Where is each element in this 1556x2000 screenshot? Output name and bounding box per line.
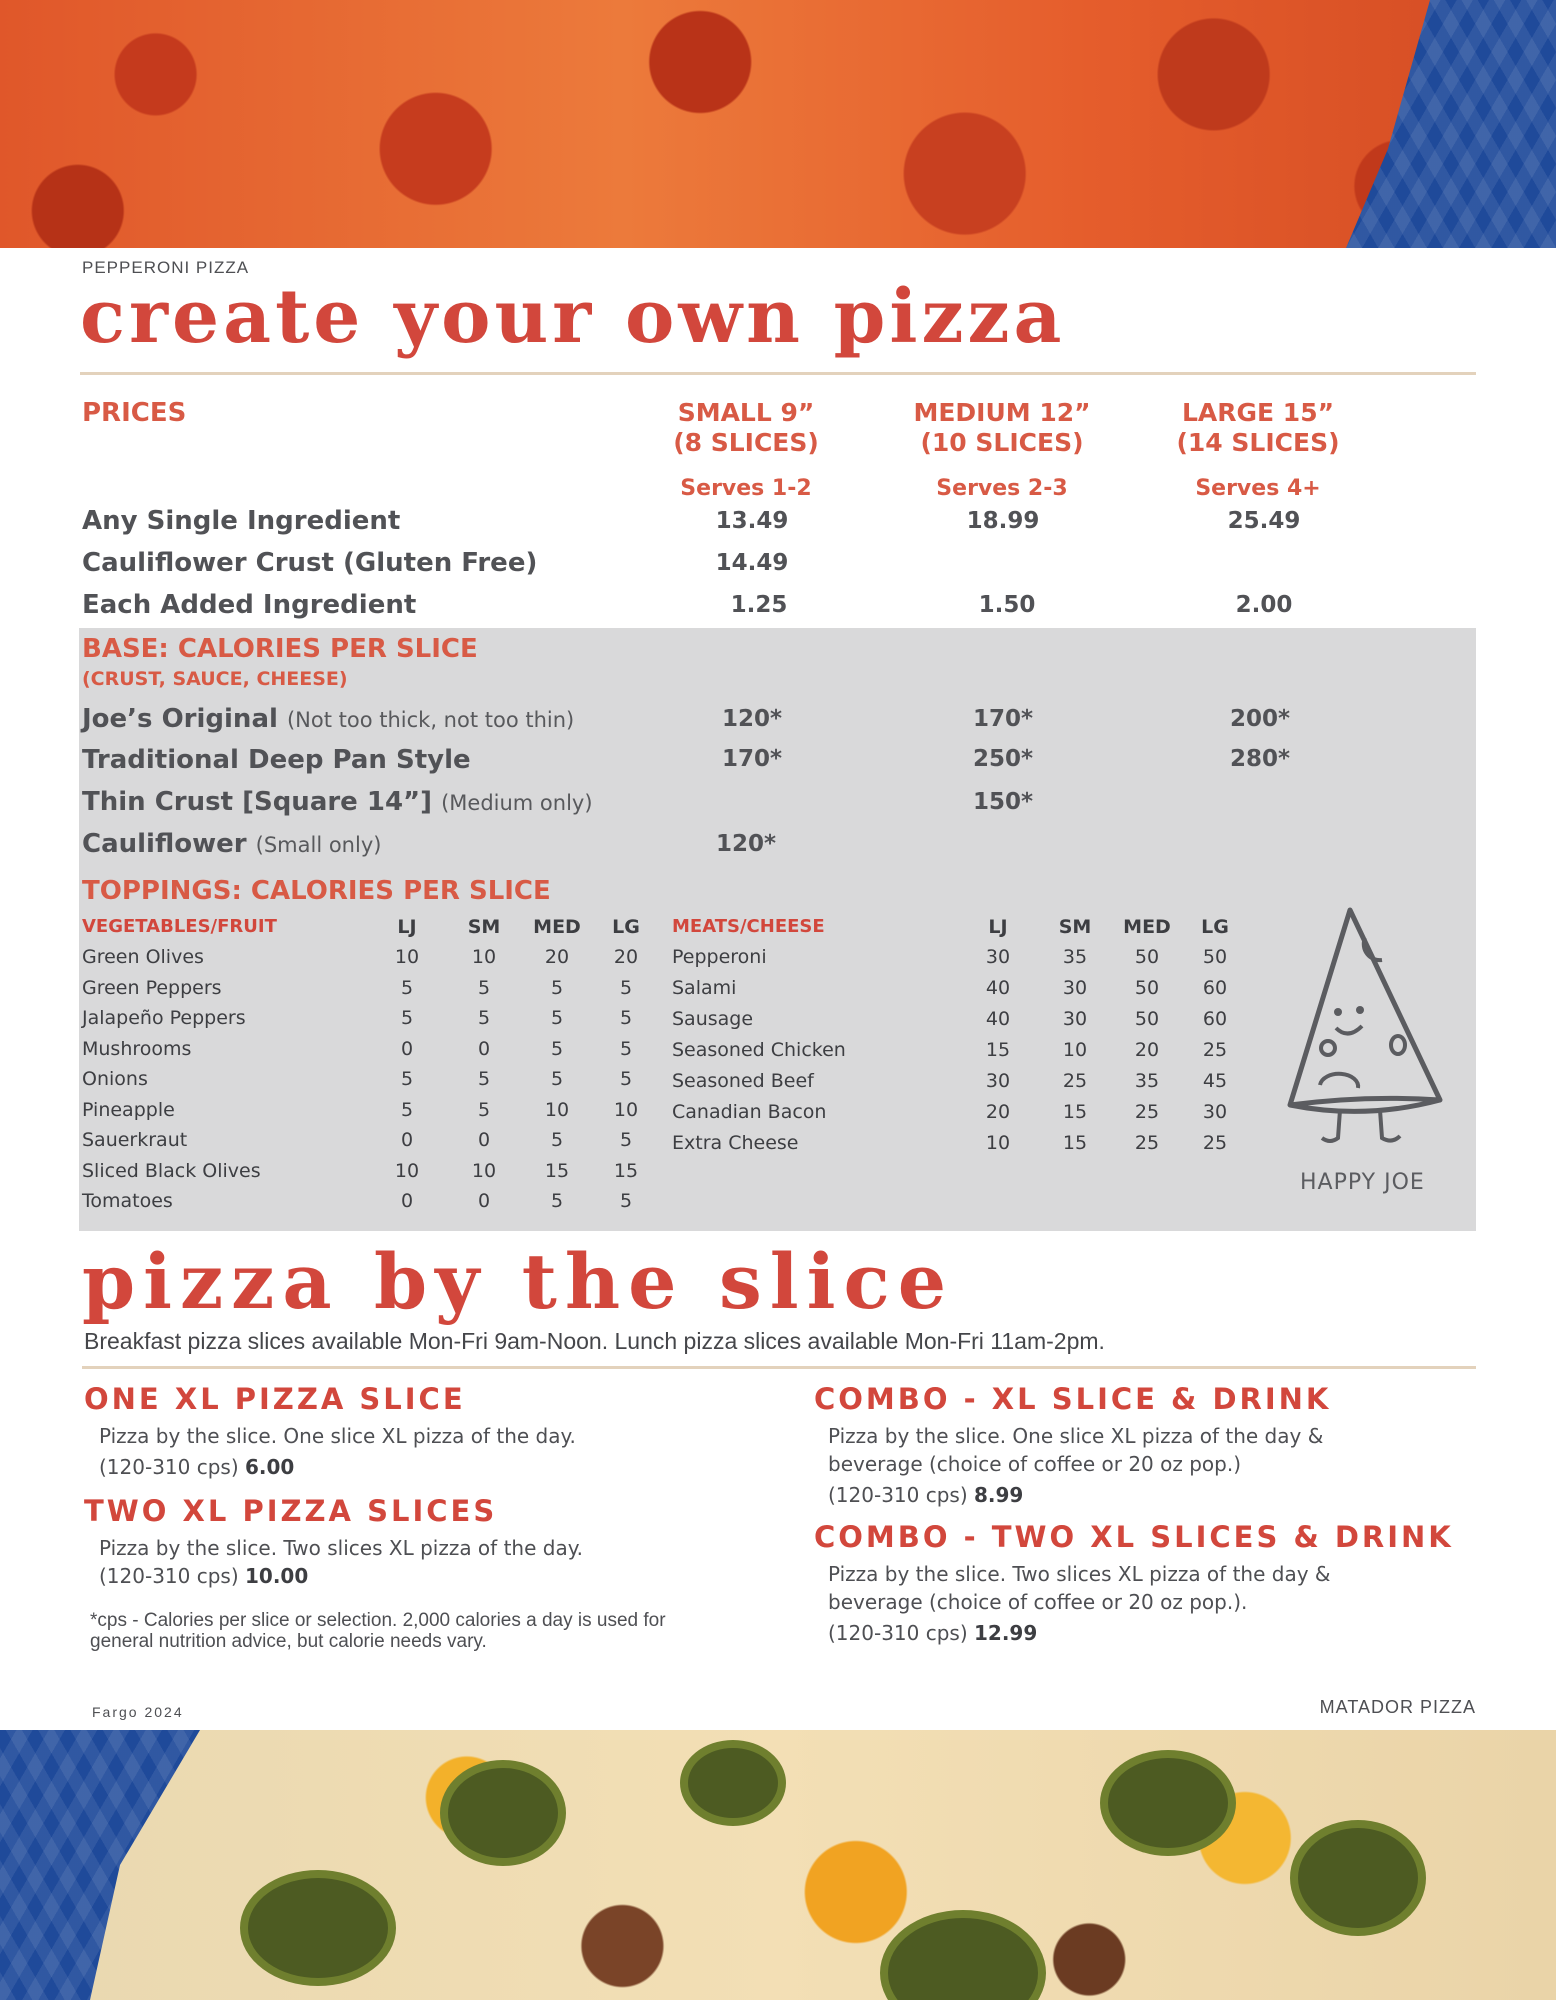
happy-joe-pizza-mascot-icon	[1270, 900, 1460, 1150]
price-row-label: Any Single Ingredient	[82, 506, 401, 536]
topping-calories: 20	[544, 946, 570, 968]
topping-calories: 15	[1062, 1132, 1088, 1154]
col-med: MED	[1123, 916, 1171, 938]
base-row	[82, 787, 593, 817]
topping-calories: 5	[619, 1068, 633, 1090]
slice-availability: Breakfast pizza slices available Mon-Fri 9am-Noon. Lunch pizza slices available Mon-Fri 11am-2pm.	[84, 1328, 1105, 1354]
topping-calories: 60	[1202, 977, 1228, 999]
pepperoni-pizza-photo	[0, 0, 1556, 248]
size-small-header	[636, 398, 856, 501]
topping-calories: 0	[400, 1190, 414, 1212]
slice-item-name: TWO XL PIZZA SLICES	[84, 1494, 498, 1528]
base-calories-subheading: (CRUST, SAUCE, CHEESE)	[82, 668, 348, 690]
topping-calories: 30	[985, 946, 1011, 968]
prices-label: PRICES	[82, 398, 187, 428]
topping-name: Mushrooms	[82, 1037, 192, 1060]
slice-item	[814, 1520, 1454, 1647]
topping-calories: 0	[400, 1129, 414, 1151]
topping-calories: 10	[1062, 1039, 1088, 1061]
base-cal-medium: 250*	[972, 746, 1034, 772]
topping-name: Onions	[82, 1068, 148, 1090]
meat-column-heading: MEATS/CHEESE	[672, 916, 825, 937]
topping-calories: 15	[985, 1039, 1011, 1061]
topping-calories: 50	[1134, 946, 1160, 968]
slice-item-name: COMBO - TWO XL SLICES & DRINK	[814, 1520, 1454, 1554]
topping-name: Pineapple	[82, 1098, 175, 1121]
slice-item-desc: Pizza by the slice. Two slices XL pizza of the day.	[99, 1536, 584, 1560]
topping-calories: 5	[400, 1098, 414, 1121]
topping-name: Green Olives	[82, 946, 204, 968]
topping-calories: 25	[1202, 1039, 1228, 1061]
col-lg: LG	[1201, 916, 1229, 938]
size-medium-header	[892, 398, 1112, 501]
topping-calories: 10	[394, 1159, 420, 1182]
jalapeno-sausage-pizza-photo	[0, 1730, 1556, 2000]
price-small: 1.25	[730, 592, 788, 618]
topping-calories: 50	[1202, 946, 1228, 968]
size-large-slices: (14 SLICES)	[1176, 428, 1340, 457]
topping-calories: 5	[619, 1007, 633, 1029]
slice-item-desc: Pizza by the slice. Two slices XL pizza of the day & beverage (choice of coffee or 20 oz pop.).	[828, 1562, 1331, 1614]
slice-item-price-line	[99, 1562, 704, 1590]
size-small-slices: (8 SLICES)	[673, 428, 819, 457]
base-row	[82, 704, 574, 734]
topping-name: Sausage	[672, 1008, 754, 1030]
price-row-label: Each Added Ingredient	[82, 590, 417, 620]
size-large-header	[1148, 398, 1368, 501]
slice-item-price: 12.99	[974, 1621, 1038, 1645]
topping-calories: 5	[400, 1068, 414, 1090]
price-medium: 18.99	[966, 508, 1040, 534]
topping-calories: 5	[400, 1007, 414, 1029]
veg-column-heading: VEGETABLES/FRUIT	[82, 916, 277, 937]
col-sm: SM	[467, 916, 501, 938]
photo-caption: PEPPERONI PIZZA	[82, 258, 250, 277]
slice-item	[84, 1494, 704, 1590]
topping-calories: 20	[613, 946, 639, 968]
slice-item-cal: (120-310 cps)	[99, 1455, 239, 1479]
col-sm: SM	[1058, 916, 1092, 938]
topping-calories: 25	[1134, 1101, 1160, 1123]
topping-name: Sauerkraut	[82, 1129, 188, 1151]
base-cal-medium: 170*	[972, 706, 1034, 732]
topping-name: Pepperoni	[672, 946, 767, 968]
topping-calories: 5	[550, 1129, 564, 1151]
price-row-label: Cauliflower Crust (Gluten Free)	[82, 548, 538, 578]
topping-calories: 40	[985, 977, 1011, 999]
base-row-label: Cauliflower	[82, 829, 247, 859]
slice-item-name: COMBO - XL SLICE & DRINK	[814, 1382, 1332, 1416]
topping-calories: 5	[477, 1007, 491, 1029]
base-row	[82, 745, 471, 775]
slice-item-price-line	[99, 1453, 704, 1481]
topping-calories: 5	[550, 1190, 564, 1212]
topping-calories: 5	[619, 1129, 633, 1151]
size-medium-name: MEDIUM 12”	[913, 398, 1091, 427]
price-small: 14.49	[715, 550, 789, 576]
base-row-label: Joe’s Original	[82, 704, 278, 734]
base-row-note: (Not too thick, not too thin)	[286, 708, 575, 732]
topping-calories: 0	[477, 1190, 491, 1212]
slice-item-desc: Pizza by the slice. One slice XL pizza of the day & beverage (choice of coffee or 20 oz pop.)	[828, 1424, 1324, 1476]
slice-divider	[82, 1366, 1476, 1369]
topping-calories: 5	[550, 1037, 564, 1060]
topping-calories: 10	[544, 1098, 570, 1121]
topping-calories: 15	[544, 1159, 570, 1182]
topping-calories: 20	[1134, 1039, 1160, 1061]
slice-item-desc: Pizza by the slice. One slice XL pizza of the day.	[99, 1424, 576, 1448]
meat-table	[672, 916, 1252, 1156]
price-large: 25.49	[1227, 508, 1301, 534]
by-the-slice-title: pizza by the slice	[82, 1237, 955, 1326]
topping-calories: 10	[985, 1132, 1011, 1154]
topping-calories: 0	[477, 1037, 491, 1060]
slice-item-price: 8.99	[974, 1483, 1024, 1507]
col-lj: LJ	[397, 916, 417, 938]
topping-calories: 10	[471, 1159, 497, 1182]
topping-calories: 5	[477, 1068, 491, 1090]
topping-calories: 5	[550, 1068, 564, 1090]
topping-calories: 30	[1062, 1008, 1088, 1030]
base-calories-heading: BASE: CALORIES PER SLICE	[82, 634, 478, 664]
topping-calories: 25	[1202, 1132, 1228, 1154]
topping-calories: 30	[1202, 1101, 1228, 1123]
topping-calories: 30	[985, 1070, 1011, 1092]
topping-name: Seasoned Beef	[672, 1070, 814, 1092]
topping-calories: 30	[1062, 977, 1088, 999]
topping-calories: 15	[613, 1159, 639, 1182]
topping-calories: 50	[1134, 1008, 1160, 1030]
topping-calories: 25	[1062, 1070, 1088, 1092]
size-medium-slices: (10 SLICES)	[920, 428, 1084, 457]
slice-item-price-line	[828, 1481, 1434, 1509]
base-row-label: Thin Crust [Square 14”]	[82, 787, 433, 817]
topping-calories: 35	[1134, 1070, 1160, 1092]
topping-calories: 0	[400, 1037, 414, 1060]
cps-footnote: *cps - Calories per slice or selection. 2,000 calories a day is used for general nutrition advice, but calorie needs vary.	[90, 1610, 666, 1652]
mascot-label: HAPPY JOE	[1300, 1170, 1425, 1195]
topping-name: Tomatoes	[82, 1190, 173, 1212]
size-large-name: LARGE 15”	[1181, 398, 1335, 427]
size-medium-serves: Serves 2-3	[936, 476, 1068, 501]
title-divider	[80, 372, 1476, 375]
topping-name: Sliced Black Olives	[82, 1159, 261, 1182]
topping-name: Green Peppers	[82, 976, 222, 999]
topping-calories: 10	[613, 1098, 639, 1121]
topping-name: Seasoned Chicken	[672, 1039, 846, 1061]
base-row-label: Traditional Deep Pan Style	[82, 745, 471, 775]
slice-item-cal: (120-310 cps)	[828, 1621, 968, 1645]
topping-name: Extra Cheese	[672, 1132, 799, 1154]
col-med: MED	[533, 916, 581, 938]
create-your-own-title: create your own pizza	[80, 274, 1066, 360]
slice-item	[84, 1382, 704, 1481]
topping-calories: 40	[985, 1008, 1011, 1030]
topping-calories: 5	[550, 976, 564, 999]
topping-calories: 50	[1134, 977, 1160, 999]
topping-name: Canadian Bacon	[672, 1101, 827, 1123]
veg-table	[82, 916, 642, 1216]
topping-calories: 5	[619, 1037, 633, 1060]
slice-item-price-line	[828, 1619, 1454, 1647]
size-small-name: SMALL 9”	[677, 398, 815, 427]
slice-item-price: 6.00	[245, 1455, 295, 1479]
topping-calories: 5	[619, 976, 633, 999]
base-row-note: (Medium only)	[441, 791, 593, 815]
topping-calories: 5	[477, 976, 491, 999]
topping-calories: 15	[1062, 1101, 1088, 1123]
base-row	[82, 829, 381, 859]
price-large: 2.00	[1235, 592, 1293, 618]
toppings-heading: TOPPINGS: CALORIES PER SLICE	[82, 876, 551, 906]
topping-calories: 35	[1062, 946, 1088, 968]
topping-calories: 45	[1202, 1070, 1228, 1092]
topping-calories: 5	[619, 1190, 633, 1212]
base-cal-small: 170*	[721, 746, 783, 772]
topping-calories: 5	[550, 1007, 564, 1029]
topping-calories: 60	[1202, 1008, 1228, 1030]
topping-calories: 0	[477, 1129, 491, 1151]
base-cal-small: 120*	[715, 831, 777, 857]
topping-calories: 5	[400, 976, 414, 999]
topping-calories: 10	[471, 946, 497, 968]
base-cal-large: 280*	[1229, 746, 1291, 772]
slice-item	[814, 1382, 1434, 1509]
topping-calories: 25	[1134, 1132, 1160, 1154]
topping-name: Jalapeño Peppers	[82, 1007, 246, 1029]
topping-calories: 20	[985, 1101, 1011, 1123]
slice-item-cal: (120-310 cps)	[828, 1483, 968, 1507]
col-lg: LG	[612, 916, 640, 938]
footer-brand: MATADOR PIZZA	[1319, 1697, 1476, 1717]
col-lj: LJ	[988, 916, 1008, 938]
slice-item-name: ONE XL PIZZA SLICE	[84, 1382, 466, 1416]
slice-item-price: 10.00	[245, 1564, 309, 1588]
topping-name: Salami	[672, 977, 737, 999]
price-medium: 1.50	[978, 592, 1036, 618]
topping-calories: 5	[477, 1098, 491, 1121]
price-small: 13.49	[715, 508, 789, 534]
size-large-serves: Serves 4+	[1195, 476, 1321, 501]
slice-item-cal: (120-310 cps)	[99, 1564, 239, 1588]
size-small-serves: Serves 1-2	[680, 476, 812, 501]
footer-location: Fargo 2024	[92, 1704, 184, 1720]
base-cal-small: 120*	[721, 706, 783, 732]
base-cal-medium: 150*	[972, 789, 1034, 815]
base-row-note: (Small only)	[255, 833, 382, 857]
topping-calories: 10	[394, 946, 420, 968]
base-cal-large: 200*	[1229, 706, 1291, 732]
